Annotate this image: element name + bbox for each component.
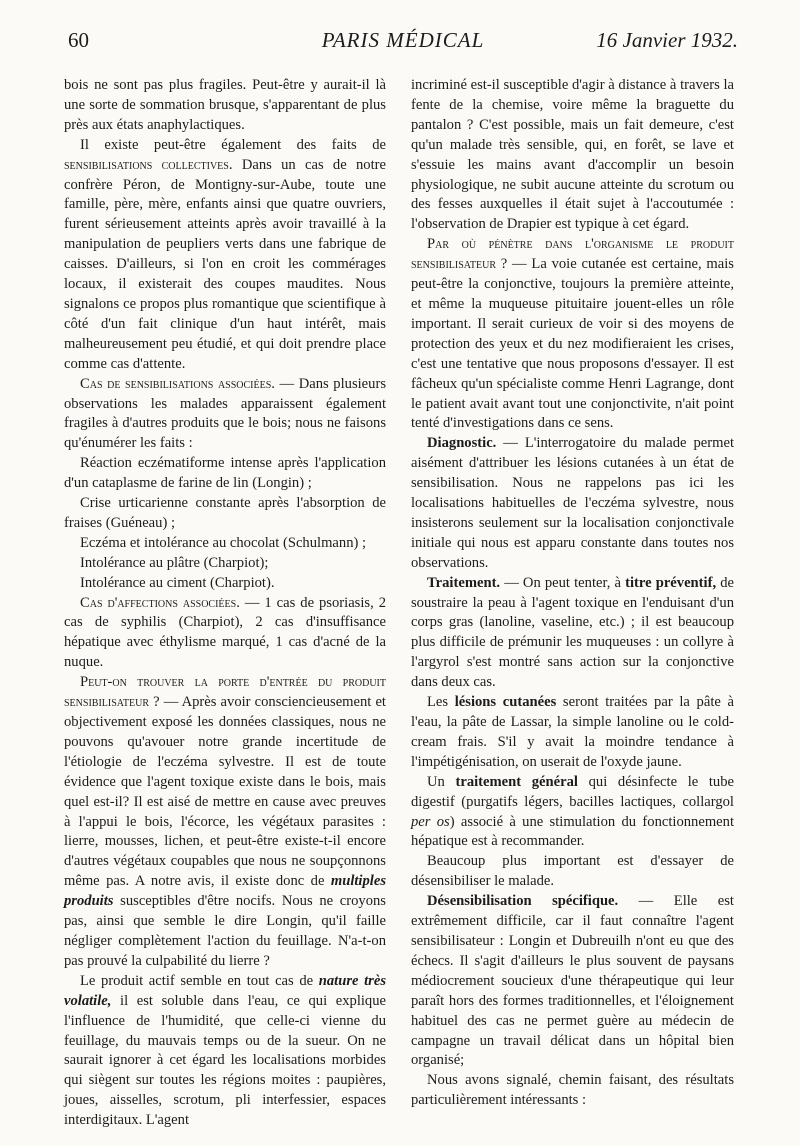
journal-title: PARIS MÉDICAL xyxy=(321,28,485,52)
paragraph-lesions: Les lésions cutanées seront traitées par la pâte à l'eau, la pâte de Lassar, la simple lanoline ou le cold-cream frais. S'il y avait la moindre tendance à l'impétigénisation, on userait de l'oxyde jaune. xyxy=(411,694,734,770)
emphasis: titre préventif, xyxy=(625,574,717,591)
paragraph-sensibilisations-associees: Cas de sensibilisations associées. — Dans plusieurs observations les malades apparaissent également fragiles à d'autres produits que le bois; nous ne faisons qu'énumérer les faits : xyxy=(64,375,386,452)
paragraph-penetration: Par où pénètre dans l'organisme le produit sensibilisateur ? — La voie cutanée est certaine, mais peut-être la conjonctive, toujours la première atteinte, et même la muqueuse pituitaire jouent-elles un rôle important. Il serait curieux de voir si des moyens de protection des yeux et du nez modifieraient les crises, c'est une tentative que nous proposons d'essayer. Il est fâcheux qu'un spécialiste comme Henri Lagrange, dont le patient avait avant tout une conjonctivite, n'ait point tenté d'investigations dans ce sens. xyxy=(411,236,734,432)
paragraph: bois ne sont pas plus fragiles. Peut-être y aurait-il là une sorte de sommation brusque, s'apparentant de plus près aux états anaphylactiques. xyxy=(64,77,386,133)
paragraph-desensibilisation: Désensibilisation spécifique. — Elle est extrêmement difficile, car il faut connaître l'agent sensibilisateur : Longin et Dubreuilh n'ont eu que des échecs. Il s'agit d'ailleurs le plus souvent de paysans médiocrement soucieux d'une thérapeutique qui leur paraît hors des formes traditionnelles, et l'éloignement habituel des cas ne permet guère au médecin de campagne un travail délicat dans un hôpital bien organisé; xyxy=(411,893,734,1069)
emphasis: per os xyxy=(411,813,450,830)
right-column xyxy=(411,76,734,1111)
emphasis: traitement général xyxy=(455,773,578,790)
emphasis: lésions cutanées xyxy=(454,694,557,711)
section-heading: Diagnostic. xyxy=(427,435,497,452)
section-heading: sensibilisations collectives. xyxy=(64,156,233,173)
paragraph-traitement-general: Un traitement général qui désinfecte le tube digestif (purgatifs légers, bacilles lactiques, collargol per os) associé à une stimulation du fonctionnement hépatique est à recommander. xyxy=(411,773,734,850)
paragraph-produit-actif: Le produit actif semble en tout cas de nature très volatile, il est soluble dans l'eau, ce qui explique l'influence de l'humidité, que celle-ci vienne du feuillage, du mauvais temps ou de la sueur. On ne saurait ignorer à cet égard les localisations morbides qui siègent sur toutes les régions moites : paupières, joues, aisselles, scrotum, pli interfessier, espaces interdigitaux. L'agent xyxy=(64,972,386,1129)
paragraph: Beaucoup plus important est d'essayer de désensibiliser le malade. xyxy=(411,853,734,890)
page-number: 60 xyxy=(68,28,89,52)
paragraph-traitement: Traitement. — On peut tenter, à titre préventif, de soustraire la peau à l'agent toxique en l'enduisant d'un corps gras (lanoline, vaseline, etc.) ; il est beaucoup plus difficile de prémunir les muqueuses : un collyre à l'argyrol s'est montré sans action sur la conjonctive dans deux cas. xyxy=(411,574,735,691)
running-header xyxy=(68,18,738,58)
list-item: Réaction eczématiforme intense après l'application d'un cataplasme de farine de lin (Longin) ; xyxy=(64,455,386,492)
section-heading: Cas d'affections associées. xyxy=(80,594,240,611)
section-heading: Désensibilisation spécifique. xyxy=(427,893,619,910)
list-item: Intolérance au plâtre (Charpiot); xyxy=(80,554,269,571)
paragraph-porte-entree: Peut-on trouver la porte d'entrée du produit sensibilisateur ? — Après avoir consciencieusement et objectivement exposé les données classiques, nous ne pouvons qu'avouer notre grande incertitude de l'étiologie de l'eczéma sylvestre. Il est de toute évidence que l'agent toxique existe dans le bois, mais quel est-il? Il est aisé de mettre en cause avec preuves à l'appui le bois, l'écorce, les végétaux parasites : lierre, mousses, lichen, et peut-être existe-t-il encore d'autres végétaux coupables que nous ne soupçonnons même pas. A notre avis, il existe donc de multiples produits susceptibles d'être nocifs. Nous ne croyons pas, ainsi que semble le dire Longin, qu'il faille négliger complètement l'action du feuillage. N'a-t-on pas prouvé la culpabilité du lierre ? xyxy=(64,674,386,969)
paragraph: incriminé est-il susceptible d'agir à distance à travers la fente de la chemise, voire même la braguette du pantalon ? C'est possible, mais un fait demeure, c'est qu'un malade très sensible, qui, en forêt, se lave et s'essuie les mains avant d'accomplir un besoin physiologique, ne subit aucune atteinte du scrotum ou des fesses auxquelles il était sujet à l'accoutumée : l'observation de Drapier est typique à cet égard. xyxy=(411,77,734,233)
section-heading: Traitement. xyxy=(427,574,501,591)
paragraph-sensibilisations-collectives: Il existe peut-être également des faits de sensibilisations collectives. Dans un cas de notre confrère Péron, de Montigny-sur-Aube, toute une famille, père, mère, enfants ainsi que quatre ouvriers, furent sérieusement atteints après avoir travaillé à la manipulation de peupliers verts dans une fabrique de caisses. D'ailleurs, si l'on en croit les commérages locaux, il existerait des coupes maudites. Nous signalons ce propos plus romantique que scientifique à côté d'un fait clinique d'un haut intérêt, mais malheureusement peu étudié, et qui doit prendre place comme cas d'attente. xyxy=(64,136,386,372)
section-heading: Par où pénètre dans l'organisme le produit sensibilisateur ? xyxy=(411,236,734,273)
section-heading: Peut-on trouver la porte d'entrée du produit sensibilisateur ? xyxy=(64,674,386,711)
issue-date: 16 Janvier 1932. xyxy=(596,28,738,52)
paragraph: Nous avons signalé, chemin faisant, des résultats particulièrement intéressants : xyxy=(411,1072,734,1109)
list-item: Intolérance au ciment (Charpiot). xyxy=(80,574,275,591)
section-heading: Cas de sensibilisations associées. xyxy=(80,375,275,392)
paragraph-diagnostic: Diagnostic. — L'interrogatoire du malade permet aisément d'attribuer les lésions cutanées à un état de sensibilisation. Nous ne rappelons pas ici les localisations habituelles de l'eczéma sylvestre, nous insisterons seulement sur la localisation conjonctivale initiale qui nous est apparu constante dans toutes nos observations. xyxy=(411,435,734,571)
left-column xyxy=(64,76,386,1131)
list-item: Crise urticarienne constante après l'absorption de fraises (Guéneau) ; xyxy=(64,495,386,531)
paragraph-affections-associees: Cas d'affections associées. — 1 cas de psoriasis, 2 cas de syphilis (Charpiot), 2 cas d'insuffisance hépatique avec éthylisme marqué, 1 cas d'acné de la nuque. xyxy=(64,594,386,671)
emphasis: multiples produits xyxy=(64,873,386,910)
emphasis: nature très volatile, xyxy=(64,972,386,1009)
list-item: Eczéma et intolérance au chocolat (Schulmann) ; xyxy=(80,534,367,551)
